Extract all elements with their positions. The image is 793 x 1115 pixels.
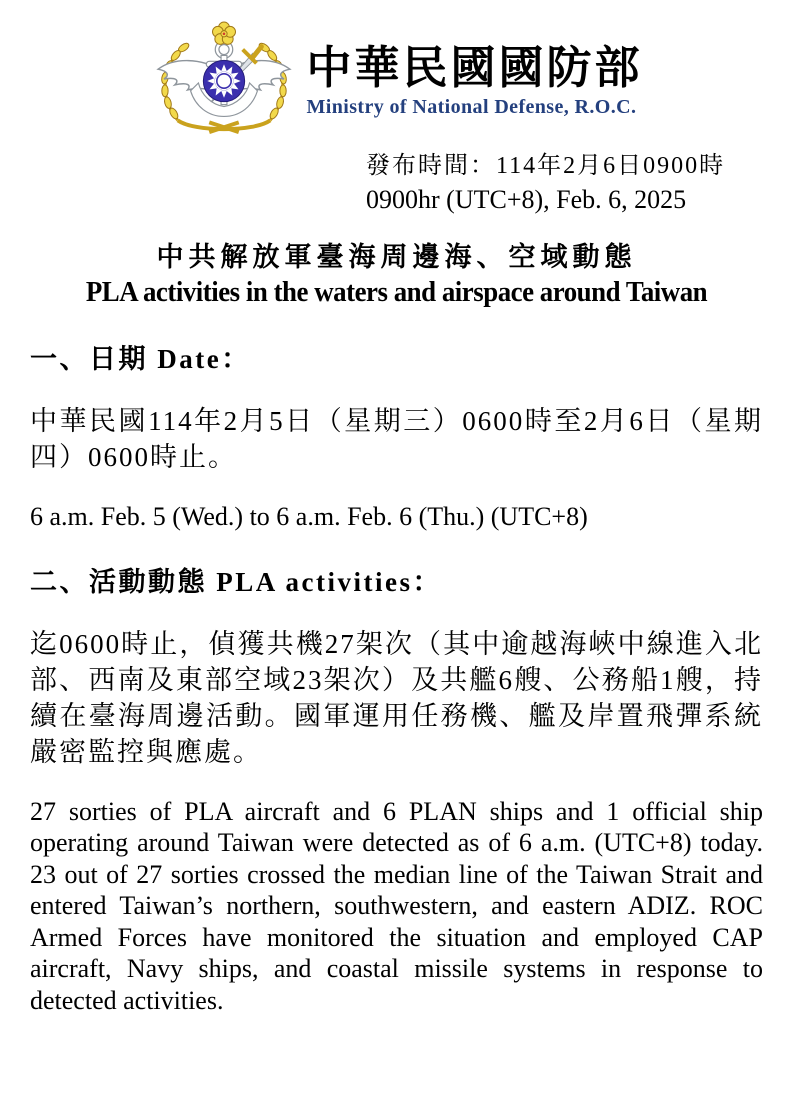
date-paragraph-zh: 中華民國114年2月5日（星期三）0600時至2月6日（星期四）0600時止。 <box>30 406 763 472</box>
org-name-en: Ministry of National Defense, R.O.C. <box>306 95 637 118</box>
section-activities-heading: 二、活動動態 PLA activities： <box>30 566 442 597</box>
section-activities <box>30 565 763 1017</box>
activities-paragraph-zh: 迄0600時止，偵獲共機27架次（其中逾越海峽中線進入北部、西南及東部空域23架次）及共艦6艘、公務船1艘，持續在臺海周邊活動。國軍運用任務機、艦及岸置飛彈系統嚴密監控與應處。 <box>30 628 763 767</box>
header <box>0 0 793 142</box>
document-title-en: PLA activities in the waters and airspace around Taiwan <box>85 277 708 308</box>
document-title-zh: 中共解放軍臺海周邊海、空域動態 <box>156 242 637 272</box>
date-paragraph-en: 6 a.m. Feb. 5 (Wed.) to 6 a.m. Feb. 6 (Thu.) (UTC+8) <box>30 502 588 531</box>
mnd-emblem-icon <box>150 20 298 142</box>
brand-text <box>306 43 642 119</box>
section-date-heading: 一、日期 Date： <box>30 344 251 374</box>
activities-paragraph-en: 27 sorties of PLA aircraft and 6 PLAN ships and 1 official ship operating around Taiwan were detected as of 6 a.m. (UTC+8) today. 23 out of 27 sorties crossed the median line of the Taiwan Strait and entered Taiwan’s northern, southwestern, and eastern ADIZ. ROC Armed Forces have monitored the situation and employed CAP aircraft, Navy ships, and coastal missile systems in response to detected activities. <box>30 796 763 1015</box>
release-time-block <box>366 150 793 217</box>
document-title <box>0 239 793 310</box>
release-time-en: 0900hr (UTC+8), Feb. 6, 2025 <box>366 185 687 214</box>
section-date <box>30 342 763 533</box>
document-body <box>30 342 763 1016</box>
release-time-zh: 發布時間：114年2月6日0900時 <box>366 153 726 179</box>
org-name-zh: 中華民國國防部 <box>306 43 643 94</box>
